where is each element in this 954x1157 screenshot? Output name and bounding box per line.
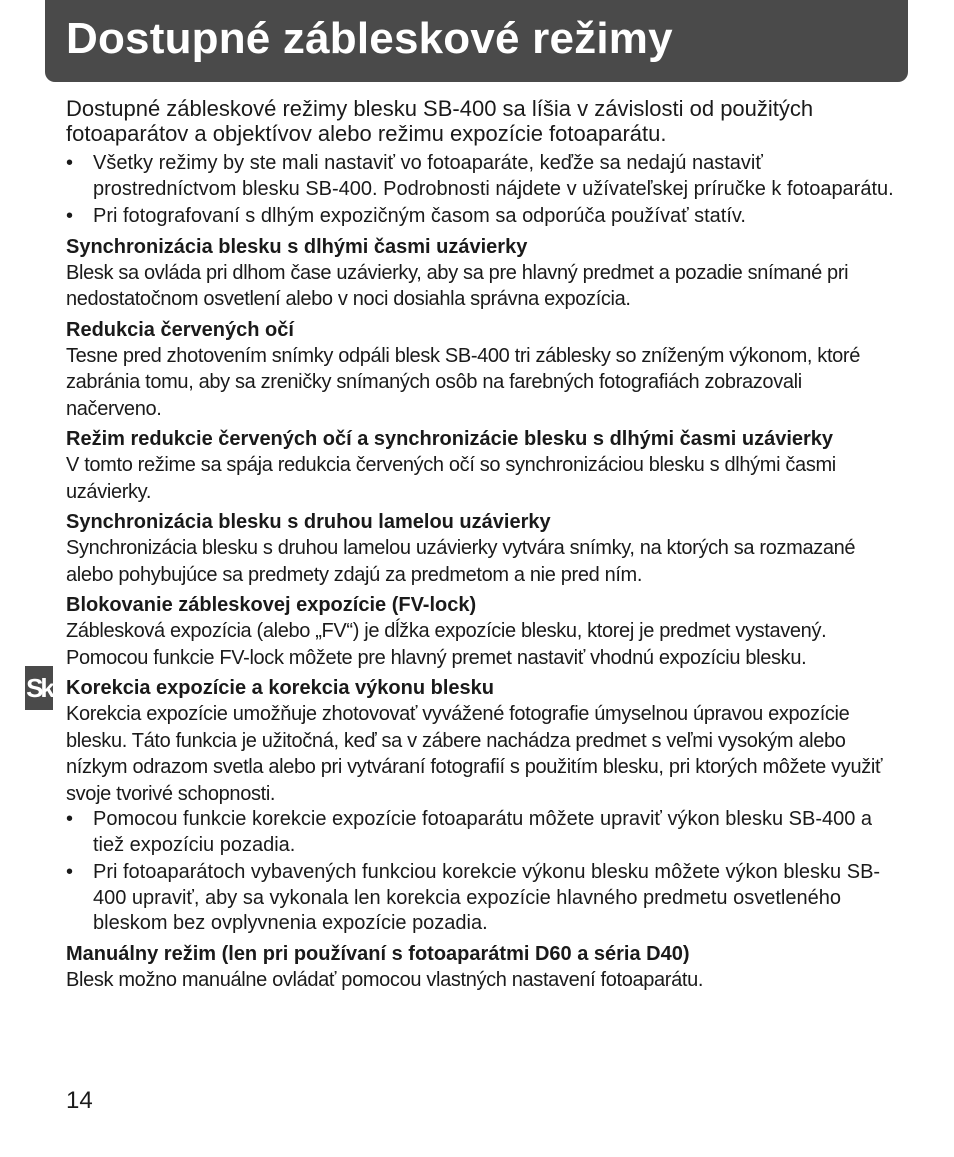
section-exposure-compensation bbox=[66, 676, 896, 937]
section-heading: Korekcia expozície a korekcia výkonu blesku bbox=[66, 677, 494, 699]
bullet-icon: • bbox=[66, 808, 74, 830]
section-heading: Redukcia červených očí bbox=[66, 318, 294, 341]
section-heading: Blokovanie zábleskovej expozície (FV-lock) bbox=[66, 594, 477, 616]
section-red-eye bbox=[66, 318, 896, 423]
section-heading: Režim redukcie červených očí a synchronizácie blesku s dlhými časmi uzávierky bbox=[66, 428, 834, 450]
list-item: • Všetky režimy by ste mali nastaviť vo fotoaparáte, keďže sa nedajú nastaviť prostredníctvom blesku SB-400. Podrobnosti nájdete v užívateľskej príručke k fotoaparátu. bbox=[66, 152, 894, 200]
page-title: Dostupné zábleskové režimy bbox=[66, 14, 673, 63]
bullet-icon: • bbox=[66, 205, 74, 227]
section-rear-curtain-sync bbox=[66, 510, 896, 588]
section-slow-sync bbox=[66, 235, 896, 313]
section-body: Korekcia expozície umožňuje zhotovovať vyvážené fotografie úmyselnou úpravou expozície blesku. Táto funkcia je užitočná, keď sa v zábere nachádza predmet s veľmi vysokým alebo nízkym odrazom svetla alebo pri vytváraní fotografií s použitím blesku, pri ktorých môžete využiť svoje tvorivé schopnosti. bbox=[66, 703, 883, 805]
section-heading: Manuálny režim (len pri používaní s fotoaparátmi D60 a séria D40) bbox=[66, 942, 690, 965]
section-body: V tomto režime sa spája redukcia červených očí so synchronizáciou blesku s dlhými časmi uzávierky. bbox=[66, 454, 836, 503]
section-body: Záblesková expozícia (alebo „FV“) je dĺžka expozície blesku, ktorej je predmet vystavený. Pomocou funkcie FV-lock môžete pre hlavný premet nastaviť vhodnú expozíciu blesku. bbox=[66, 620, 827, 669]
section-heading: Synchronizácia blesku s druhou lamelou uzávierky bbox=[66, 511, 551, 533]
intro-paragraph: Dostupné zábleskové režimy blesku SB-400 sa líšia v závislosti od použitých fotoaparátov a objektívov alebo režimu expozície fotoaparátu. bbox=[66, 96, 814, 146]
list-item: • Pri fotografovaní s dlhým expozičným časom sa odporúča používať statív. bbox=[66, 204, 896, 230]
section-body: Synchronizácia blesku s druhou lamelou uzávierky vytvára snímky, na ktorých sa rozmazané alebo pohybujúce sa predmety zdajú za predmetom a nie pred ním. bbox=[66, 537, 856, 586]
section-fv-lock bbox=[66, 593, 896, 671]
section-body: Blesk sa ovláda pri dlhom čase uzávierky, aby sa pre hlavný predmet a pozadie snímané pri nedostatočnom osvetlení alebo v noci dosiahla správna expozícia. bbox=[66, 261, 849, 310]
bullet-icon: • bbox=[66, 861, 74, 883]
section-bullet-list bbox=[66, 807, 896, 937]
section-body: Blesk možno manuálne ovládať pomocou vlastných nastavení fotoaparátu. bbox=[66, 968, 704, 991]
section-red-eye-slow-sync bbox=[66, 427, 896, 505]
list-item: • Pri fotoaparátoch vybavených funkciou korekcie výkonu blesku môžete výkon blesku SB-400 upraviť, aby sa vykonala len korekcia expozície hlavného predmetu osvetleného bleskom bez ovplyvnenia expozície pozadia. bbox=[66, 861, 881, 934]
language-tab: Sk bbox=[25, 666, 53, 710]
page-content bbox=[66, 96, 896, 993]
page-number: 14 bbox=[66, 1087, 93, 1114]
section-heading: Synchronizácia blesku s dlhými časmi uzávierky bbox=[66, 235, 528, 258]
bullet-icon: • bbox=[66, 152, 74, 174]
section-manual-mode bbox=[66, 942, 896, 994]
intro-bullet-list bbox=[66, 151, 896, 230]
list-item: • Pomocou funkcie korekcie expozície fotoaparátu môžete upraviť výkon blesku SB-400 a tiež expozíciu pozadia. bbox=[66, 808, 873, 856]
section-body: Tesne pred zhotovením snímky odpáli blesk SB-400 tri záblesky so zníženým výkonom, ktoré zabránia tomu, aby sa zreničky snímaných osôb na farebných fotografiách zobrazovali načerveno. bbox=[66, 344, 861, 420]
